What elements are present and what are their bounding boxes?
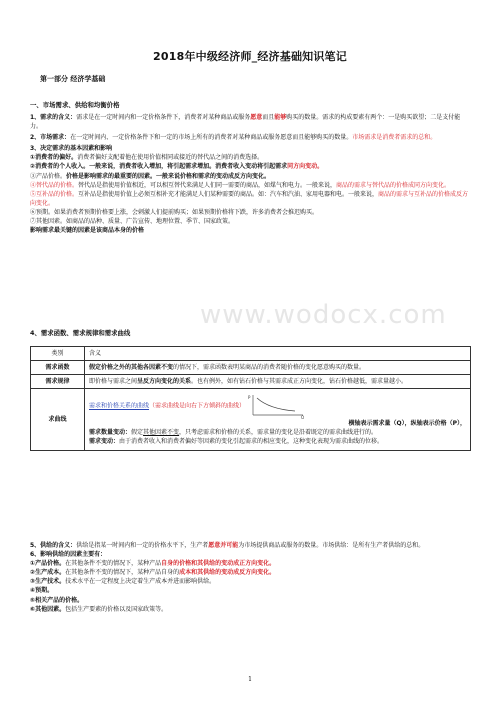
section-heading-4: 4、需求函数、需求规律和需求曲线 [30,329,131,337]
demand-shift-note: 需求变动：由于消费者收入和消费者偏好等因素的变化引起需求的相应变化，这种变化表现为需求曲线的位移。 [89,438,384,445]
demand-curve-icon [247,393,307,419]
row-text-demand-function: 假定价格之外的其他各因素不变的情况下，需求函数表明某商品的消费者随价格的变化愿意购买的数量。 [85,361,471,375]
row-text-demand-curve: 需求和价格关系的曲线（需求曲线是向右下方倾斜的曲线） P Q 横轴表示需求量（Q），纵轴表示价格（P）， 需求数量变动：假定其他因素不变，只考虑需求和价格的关系，需求量的变化是沿着既定的需求曲线进行的。 需求变动：由于消费者收入和消费者偏好等因素的变化引起需求的相应变化，这种变化表现为需求曲线的位移。 [85,389,471,451]
market-demand: 2、市场需求：在一定时间内、一定价格条件下和一定的市场上所有的消费者对某种商品或服务愿意而且能够购买的数量。市场需求是消费者需求的总和。 [30,134,437,142]
row-text-demand-law: 即价格与需求之间呈反方向变化的关系。也有例外，如有钻石价格与其需求成正方向变化，钻石价格越低，需求量越小。 [85,375,471,389]
row-label-demand-law: 需求规律 [31,375,85,389]
axis-q-label: Q [300,415,305,419]
supply-factor-2: ②生产成本。在其他条件不变的情况下，某种产品自身的成本和其供给的变动成反方向变化。 [30,569,276,577]
factor-key: 影响需求最关键的因素是该商品本身的价格 [30,227,145,235]
demand-table [30,346,471,451]
watermark: www.wodocx.com [200,300,447,330]
part-heading: 第一部分 经济学基础 [40,75,106,83]
supply-factor-4: ④预期。 [30,587,54,595]
factor-5: ⑤互补品的价格。互补品是指使用价值上必须互相补充才能满足人们某种需要的商品。如：汽车和汽油、家用电器和电。一般来说，商品的需求与互补品的价格成反方向变化。 [30,190,469,207]
factors-heading: 3、决定需求的基本因素和影响 [30,145,113,153]
factor-6: ⑥预期。如果消费者预期价格要上涨，会刺激人们提前购买；如果预期价格将下跌，许多消费者会推迟购买。 [30,208,319,216]
page-title: 2018年中级经济师_经济基础知识笔记 [153,50,347,63]
table-header-row [31,347,471,361]
supply-factor-5: ⑤相关产品的价格。 [30,596,84,604]
curve-axes-note: 横轴表示需求量（Q），纵轴表示价格（P）， [348,420,466,427]
supply-definition: 5、供给的含义：供给是指某一时间内和一定的价格水平下，生产者愿意并可能为市场提供商品或服务的数量。市场供给：是所有生产者供给的总和。 [30,542,425,549]
table-header-meaning: 含义 [85,347,471,361]
table-row [31,361,471,375]
supply-factor-6: ⑥其他因素。包括生产要素的价格以及国家政策等。 [30,605,168,613]
supply-block [30,541,472,614]
supply-factor-1: ①产品价格。在其他条件不变的情况下，某种产品自身的价格和其供给的变动成正方向变化。 [30,560,276,568]
quantity-change-note: 需求数量变动：假定其他因素不变，只考虑需求和价格的关系，需求量的变化是沿着既定的需求曲线进行的。 [89,429,378,436]
factor-1: ①消费者的偏好。消费者偏好支配着他在使用价值相同或接近的替代品之间的消费选择。 [30,154,264,162]
supply-factor-3: ③生产技术。技术水平在一定程度上决定着生产成本并进而影响供给。 [30,578,216,586]
supply-factors-heading: 6、影响供给的因素主要有： [30,551,107,559]
factor-4: ④替代品的价格。替代品是指使用价值相近，可以相互替代来满足人们同一需要的商品，如煤气和电力。一般来说，商品的需求与替代品的价格成同方向变化。 [30,181,451,189]
row-label-demand-curve: 求曲线 [31,389,85,451]
section-heading-1: 一、市场需求、供给和均衡价格 [30,101,120,109]
demand-block [30,113,472,235]
axis-p-label: P [247,395,251,400]
table-row [31,389,471,451]
page-number: 1 [248,676,252,683]
table-header-category: 类别 [31,347,85,361]
factor-3: ③产品价格。价格是影响需求的最重要的因素。一般来说价格和需求的变动成反方向变化。 [30,172,271,180]
row-label-demand-function: 需求函数 [31,361,85,375]
factor-7: ⑦其他因素。如商品的品种、质量、广告宣传、地理位置、季节、国家政策。 [30,218,235,226]
factor-2: ②消费者的个人收入。一般来说，消费者收入增加，将引起需求增加。消费者收入变动将引起需求同方向变动。 [30,163,324,171]
table-row [31,375,471,389]
demand-definition: 1、需求的含义：需求是在一定时间内和一定价格条件下，消费者对某种商品或服务愿意而且能够购买的数量。需求的构成要素有两个：一是购买欲望；二是支付能力。 [30,114,461,131]
